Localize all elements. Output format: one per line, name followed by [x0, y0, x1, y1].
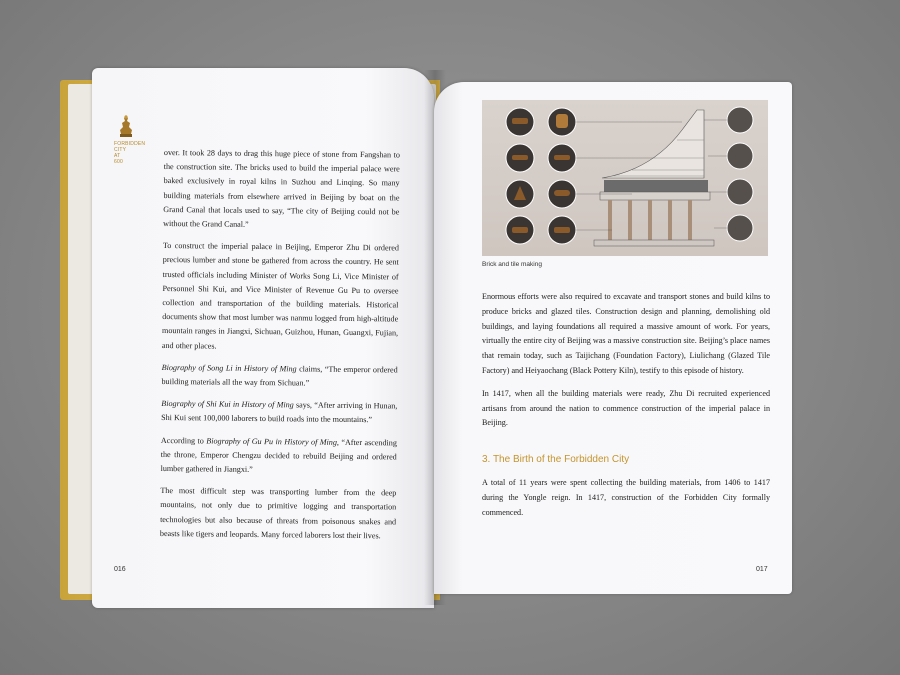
paragraph: The most difficult step was transporting lumber from the deep mountains, not only due to primitive logging and transportation technologies but also because of threats from poisonous snakes and beasts like tigers and leopards. Many forced laborers lost their lives.: [159, 486, 397, 541]
paragraph: over. It took 28 days to drag this huge piece of stone from Fangshan to the construction site. The bricks used to build the imperial palace were baked exclusively in royal kilns in Suzhou and Linqing. So many building materials from elsewhere arrived in Beijing by boat on the Grand Canal that locals used to say, “The city of Beijing could not be without the Grand Canal.”: [163, 147, 400, 229]
figure-caption: Brick and tile making: [482, 261, 542, 268]
side-label: [114, 141, 146, 165]
left-body-text: [160, 146, 400, 552]
brick-tile-illustration: [482, 100, 768, 256]
right-page: [434, 82, 792, 594]
left-page: [92, 68, 434, 608]
book-title: Biography of Song Li in History of Ming: [161, 362, 297, 374]
paragraph: In 1417, when all the building materials were ready, Zhu Di recruited experienced artisans from around the nation to commence construction of the imperial palace in Beijing.: [482, 388, 770, 428]
paragraph: A total of 11 years were spent collecting the building materials, from 1406 to 1417 during the Yongle reign. In 1417, construction of the Forbidden City formally commenced.: [482, 477, 770, 517]
quote-prefix: According to: [160, 435, 207, 446]
book-title: Biography of Shi Kui in History of Ming: [161, 399, 294, 410]
quote-text: says, “After arriving in Hunan, Shi Kui sent 100,000 laborers to build roads into the mountains.”: [161, 400, 398, 425]
section-heading: 3. The Birth of the Forbidden City: [482, 454, 630, 466]
page-number-right: 017: [756, 566, 768, 573]
quote-text: claims, “The emperor ordered building materials all the way from Sichuan.”: [161, 364, 398, 388]
book-title: Biography of Gu Pu in History of Ming: [206, 436, 337, 447]
palace-illustration-icon: [482, 100, 768, 256]
paragraph: To construct the imperial palace in Beijing, Emperor Zhu Di ordered precious lumber and stone be gathered from across the country. He sent trusted officials including Minister of Works Song Li, Vice Minister of Personnel Shi Kui, and Vice Minister of Revenue Gu Pu to oversee collection and transportation of the building materials. Historical documents show that most lumber was nanmu logged from high-altitude mountain ranges in Jiangxi, Sichuan, Guizhou, Hunan, Guangxi, Fujian, and other places.: [161, 241, 399, 351]
side-label-line: 600: [114, 159, 123, 165]
paragraph: Enormous efforts were also required to excavate and transport stones and build kilns to produce bricks and glazed tiles. Construction design and planning, demolishing old buildings, and laying foundations all required a massive amount of work. For years, virtually the entire city of Beijing was a massive construction site. Beijing’s place names that remain today, such as Taijichang (Foundation Factory), Liulichang (Glazed Tile Factory) and Heiyaochang (Black Pottery Kiln), testify to this episode of history.: [482, 292, 770, 375]
right-body-text: [482, 290, 770, 528]
quote-paragraph: [161, 434, 397, 479]
side-label-line: AT: [114, 153, 121, 159]
page-number-left: 016: [114, 566, 126, 573]
quote-text: , “After ascending the throne, Emperor Chengzu decided to rebuild Beijing and ordered lumber gathered in Jiangxi.”: [160, 437, 397, 475]
quote-paragraph: [161, 397, 397, 428]
side-label-line: CITY: [114, 147, 127, 153]
dragon-statue-icon: [117, 113, 135, 139]
side-logo: [114, 113, 146, 165]
side-label-line: FORBIDDEN: [114, 141, 146, 147]
quote-paragraph: [161, 361, 397, 392]
